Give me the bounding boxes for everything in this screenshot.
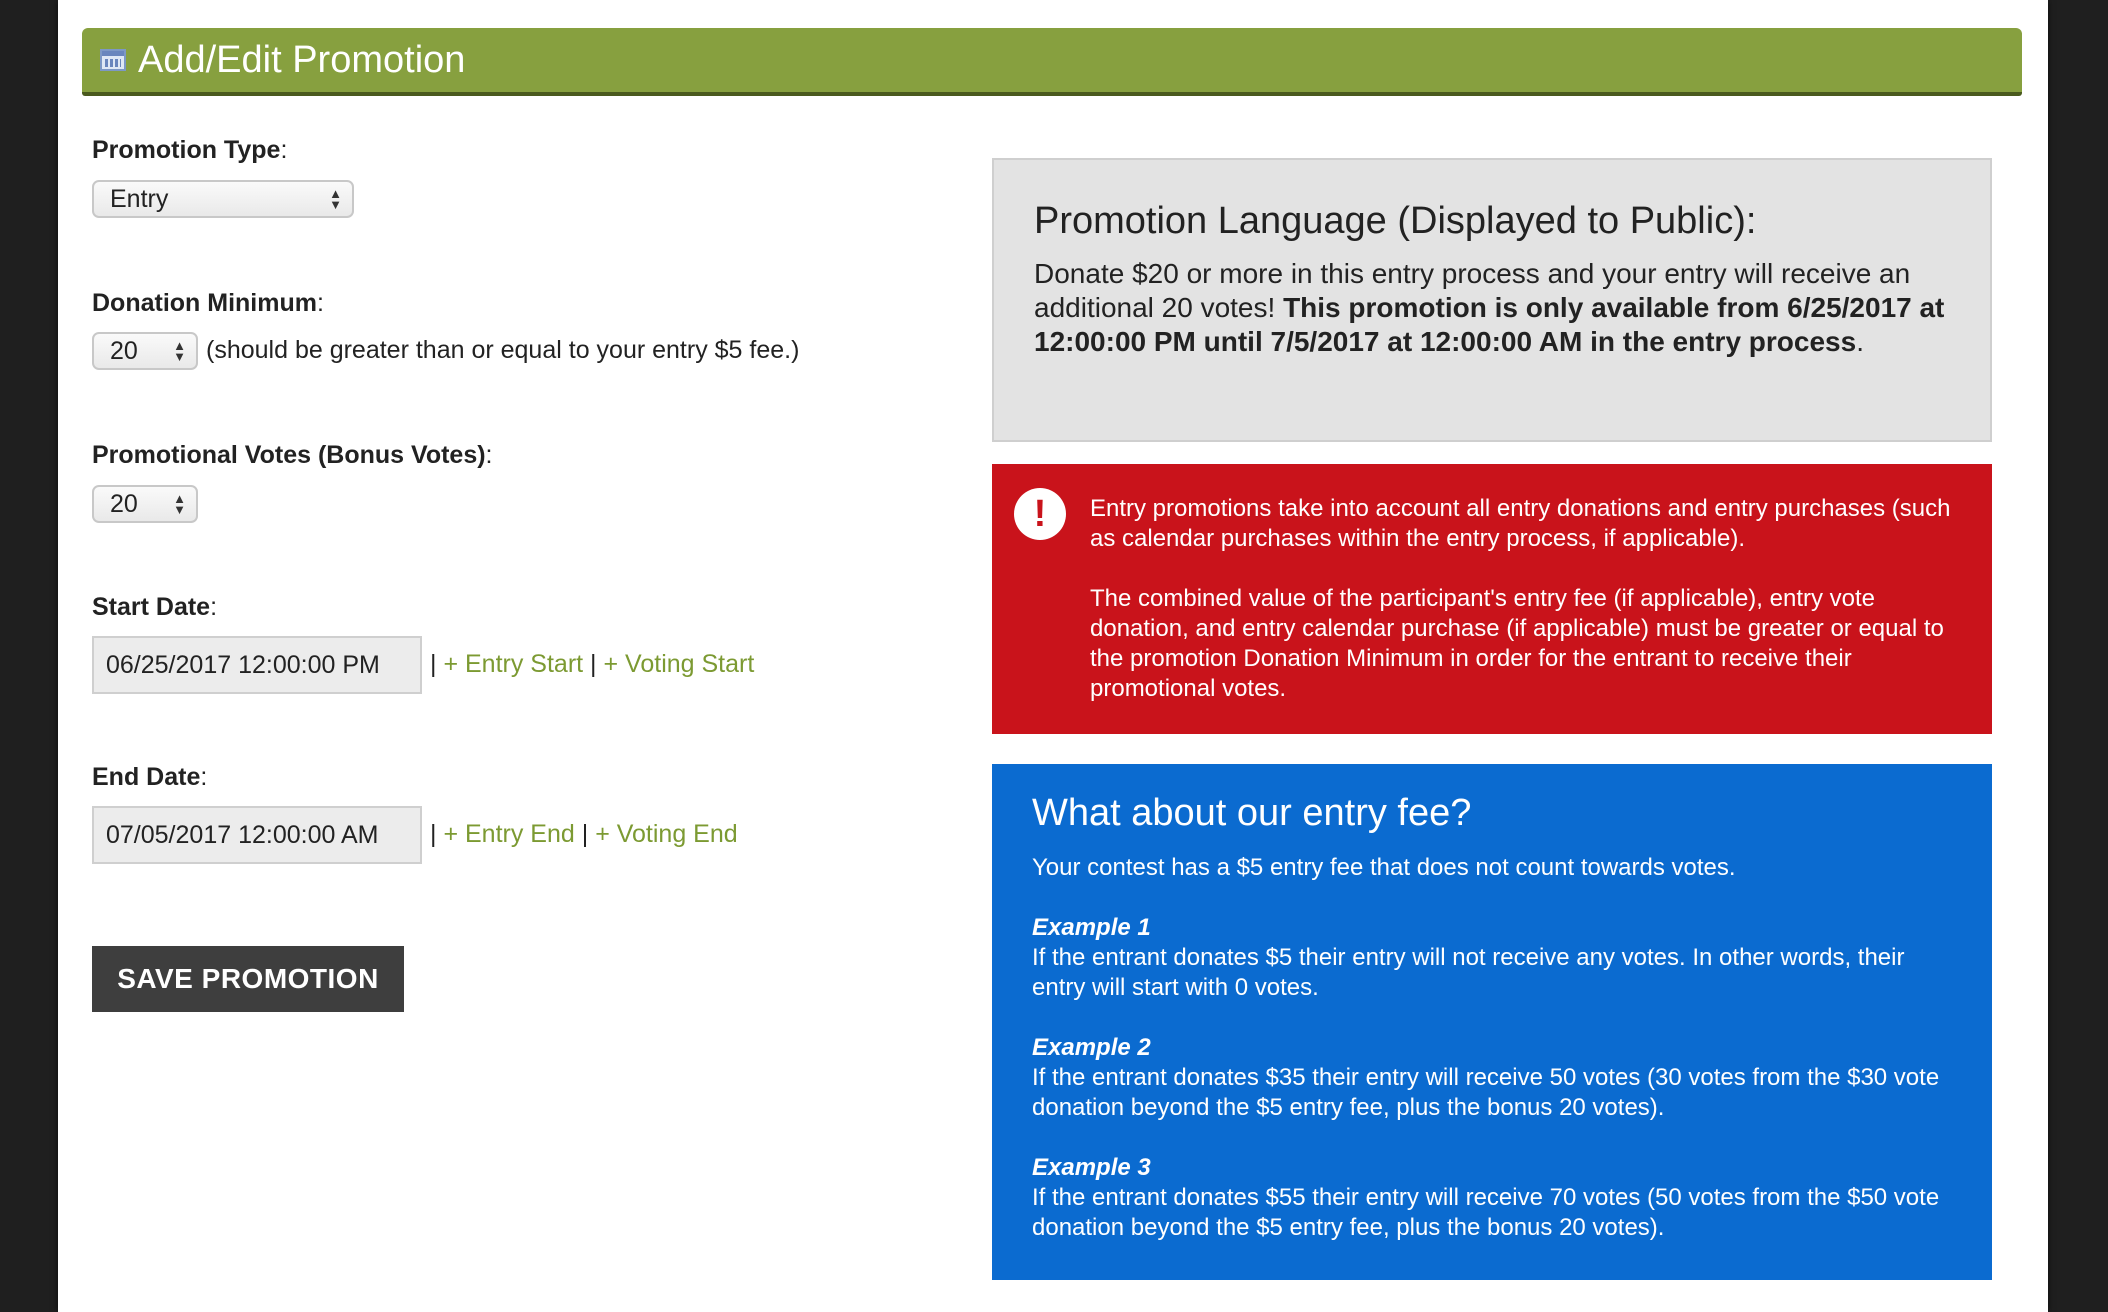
- select-arrows-icon: ▲ ▼: [329, 186, 342, 212]
- promotional-votes-value: 20: [110, 490, 138, 518]
- separator: |: [581, 820, 589, 848]
- save-promotion-button[interactable]: SAVE PROMOTION: [92, 946, 404, 1012]
- promotional-votes-label: Promotional Votes (Bonus Votes):: [92, 441, 493, 469]
- example-title: Example 1: [1032, 914, 1151, 941]
- voting-start-link[interactable]: + Voting Start: [603, 650, 755, 678]
- end-date-input[interactable]: 07/05/2017 12:00:00 AM: [92, 806, 422, 864]
- example-text: If the entrant donates $35 their entry will receive 50 votes (30 votes from the $30 vote donation beyond the $5 entry fee, plus the bonus 20 votes).: [1032, 1064, 1940, 1121]
- donation-minimum-note: (should be greater than or equal to your entry $5 fee.): [206, 336, 800, 364]
- page-header: [82, 28, 2022, 96]
- entry-fee-info-box: [992, 764, 1992, 1280]
- promotion-type-label: Promotion Type:: [92, 136, 288, 164]
- entry-start-link[interactable]: + Entry Start: [443, 650, 584, 678]
- promotion-language-box: [992, 158, 1992, 442]
- separator: |: [430, 650, 437, 678]
- separator: |: [430, 820, 437, 848]
- example-title: Example 3: [1032, 1154, 1151, 1181]
- select-arrows-icon: ▲ ▼: [173, 338, 186, 364]
- start-date-links: [430, 650, 754, 679]
- donation-minimum-value: 20: [110, 337, 138, 365]
- promotion-type-value: Entry: [110, 185, 169, 213]
- example-item: [1032, 913, 1952, 1003]
- donation-minimum-label: Donation Minimum:: [92, 289, 324, 317]
- page-frame: [58, 0, 2048, 1312]
- calendar-icon: [100, 49, 126, 71]
- example-text: If the entrant donates $5 their entry will not receive any votes. In other words, their entry will start with 0 votes.: [1032, 944, 1905, 1001]
- promotion-language-title: Promotion Language (Displayed to Public):: [1034, 200, 1757, 242]
- entry-fee-title: What about our entry fee?: [1032, 792, 1472, 834]
- promotion-type-select[interactable]: [92, 180, 354, 218]
- example-text: If the entrant donates $55 their entry will receive 70 votes (50 votes from the $50 vote donation beyond the $5 entry fee, plus the bonus 20 votes).: [1032, 1184, 1940, 1241]
- warning-paragraph-1: Entry promotions take into account all entry donations and entry purchases (such as calendar purchases within the entry process, if applicable).: [1090, 495, 1951, 552]
- select-arrows-icon: ▲ ▼: [173, 491, 186, 517]
- separator: |: [590, 650, 597, 678]
- entry-promotion-warning: [992, 464, 1992, 734]
- end-date-label: End Date:: [92, 763, 208, 791]
- example-item: [1032, 1153, 1952, 1243]
- start-date-label: Start Date:: [92, 593, 218, 621]
- promotion-language-text: Donate $20 or more in this entry process and your entry will receive an additional 20 votes! This promotion is only available from 6/25/2017 at 12:00:00 PM until 7/5/2017 at 12:00:00 AM in the entry process.: [1034, 258, 1945, 357]
- page-title: Add/Edit Promotion: [138, 38, 466, 81]
- voting-end-link[interactable]: + Voting End: [595, 820, 738, 848]
- donation-minimum-select[interactable]: [92, 332, 198, 370]
- warning-paragraph-2: The combined value of the participant's entry fee (if applicable), entry vote donation, and entry calendar purchase (if applicable) must be greater or equal to the promotion Donation Minimum in order for the entrant to receive their promotional votes.: [1090, 585, 1944, 702]
- example-item: [1032, 1033, 1952, 1123]
- end-date-links: [430, 820, 738, 849]
- promotional-votes-select[interactable]: [92, 485, 198, 523]
- entry-fee-intro: Your contest has a $5 entry fee that does not count towards votes.: [1032, 854, 1736, 881]
- entry-end-link[interactable]: + Entry End: [443, 820, 575, 848]
- alert-icon: !: [1014, 488, 1066, 540]
- start-date-input[interactable]: 06/25/2017 12:00:00 PM: [92, 636, 422, 694]
- example-title: Example 2: [1032, 1034, 1151, 1061]
